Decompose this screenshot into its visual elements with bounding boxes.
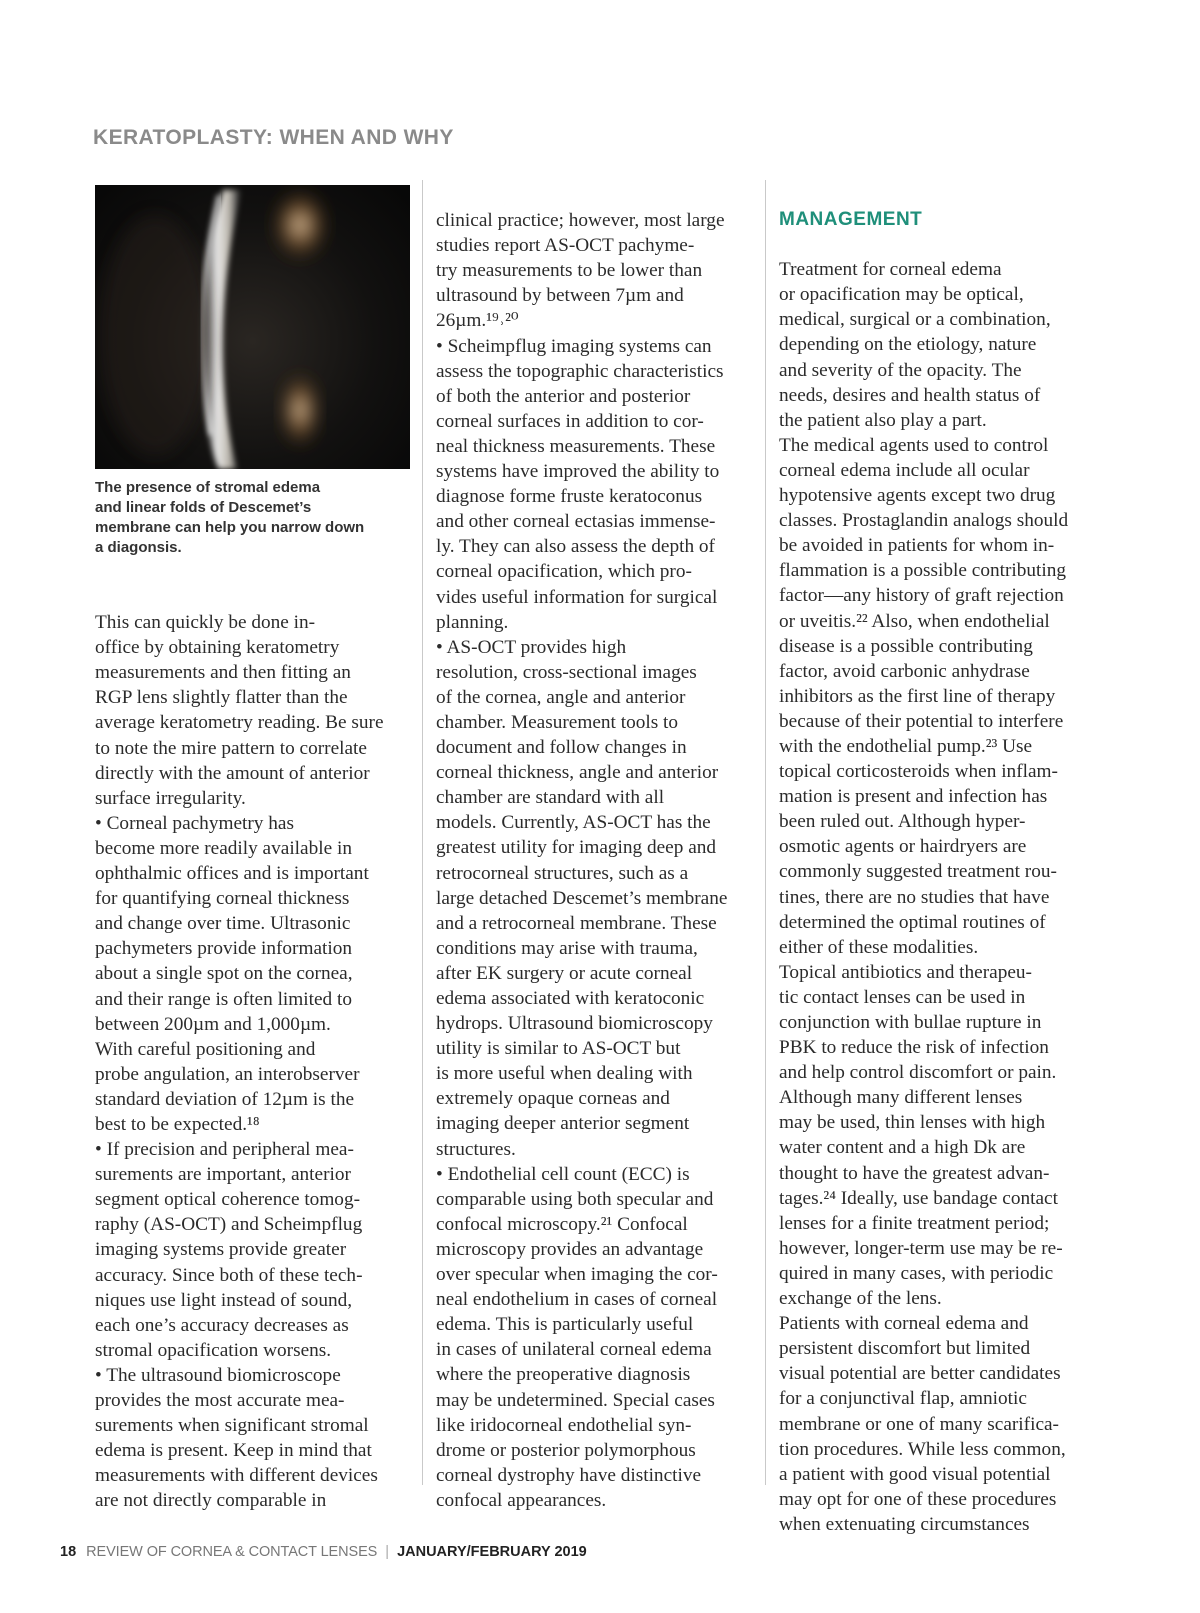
section-title: KERATOPLASTY: WHEN AND WHY [93, 126, 454, 149]
footer-separator: | [385, 1544, 390, 1560]
column-one [95, 585, 420, 1539]
slit-lamp-image [95, 185, 410, 469]
figure-caption: The presence of stromal edema and linear folds of Descemet’s membrane can help you narrow down a diagonsis. [95, 479, 365, 556]
page-number: 18 [60, 1544, 77, 1560]
page-footer [60, 1544, 587, 1560]
column-one-text: This can quickly be done in- office by obtaining keratometry measurements and then fitting an RGP lens slightly flatter than the average keratometry reading. Be sure to note the mire pattern to correlate directly with the amount of anterior surface irregularity. • Corneal pachymetry has become more readily available in ophthalmic offices and is important for quantifying corneal thickness and change over time. Ultrasonic pachymeters provide information about a single spot on the cornea, and their range is often limited to between 200µm and 1,000µm. With careful positioning and probe angulation, an interobserver standard deviation of 12µm is the best to be expected.¹⁸ • If precision and peripheral mea- surements are important, anterior segment optical coherence tomog- raphy (AS-OCT) and Scheimpflug imaging systems provide greater accuracy. Since both of these tech- niques use light instead of sound, each one’s accuracy decreases as stromal opacification worsens. • The ultrasound biomicroscope provides the most accurate mea- surements when significant stromal edema is present. Keep in mind that measurements with different devices are not directly comparable in [95, 612, 384, 1512]
column-three [779, 183, 1109, 1562]
issue-date: JANUARY/FEBRUARY 2019 [397, 1544, 587, 1560]
column-divider-left [422, 180, 423, 1485]
column-three-text: Treatment for corneal edema or opacification may be optical, medical, surgical or a combination, depending on the etiology, nature and severity of the opacity. The needs, desires and health status of the patient also play a part. The medical agents used to control corneal edema include all ocular hypotensive agents except two drug classes. Prostaglandin analogs should be avoided in patients for whom in- flammation is a possible contributing factor—any history of graft rejection or uveitis.²² Also, when endothelial disease is a possible contributing factor, avoid carbonic anhydrase inhibitors as the first line of therapy because of their potential to interfere with the endothelial pump.²³ Use topical corticosteroids when inflam- mation is present and infection has been ruled out. Although hyper- osmotic agents or hairdryers are commonly suggested treatment rou- tines, there are no studies that have determined the optimal routines of either of these modalities. Topical antibiotics and therapeu- tic contact lenses can be used in conjunction with bullae rupture in PBK to reduce the risk of infection and help control discomfort or pain. Although many different lenses may be used, thin lenses with high water content and a high Dk are thought to have the greatest advan- tages.²⁴ Ideally, use bandage contact lenses for a finite treatment period; however, longer-term use may be re- quired in many cases, with periodic exchange of the lens. Patients with corneal edema and persistent discomfort but limited visual potential are better candidates for a conjunctival flap, amniotic membrane or one of many scarifica- tion procedures. While less common, a patient with good visual potential may opt for one of these procedures when extenuating circumstances [779, 259, 1069, 1535]
column-two [436, 183, 766, 1538]
slit-lamp-photo [95, 185, 410, 469]
management-heading: MANAGEMENT [779, 209, 923, 231]
column-two-text: clinical practice; however, most large studies report AS-OCT pachyme- try measurements to be lower than ultrasound by between 7µm and 26µm.¹⁹˒²⁰ • Scheimpflug imaging systems can assess the topographic characteristics of both the anterior and posterior corneal surfaces in addition to cor- neal thickness measurements. These systems have improved the ability to diagnose forme fruste keratoconus and other corneal ectasias immense- ly. They can also assess the depth of corneal opacification, which pro- vides useful information for surgical planning. • AS-OCT provides high resolution, cross-sectional images of the cornea, angle and anterior chamber. Measurement tools to document and follow changes in corneal thickness, angle and anterior chamber are standard with all models. Currently, AS-OCT has the greatest utility for imaging deep and retrocorneal structures, such as a large detached Descemet’s membrane and a retrocorneal membrane. These conditions may arise with trauma, after EK surgery or acute corneal edema associated with keratoconic hydrops. Ultrasound biomicroscopy utility is similar to AS-OCT but is more useful when dealing with extremely opaque corneas and imaging deeper anterior segment structures. • Endothelial cell count (ECC) is comparable using both specular and confocal microscopy.²¹ Confocal microscopy provides an advantage over specular when imaging the cor- neal endothelium in cases of corneal edema. This is particularly useful in cases of unilateral corneal edema where the preoperative diagnosis may be undetermined. Special cases like iridocorneal endothelial syn- drome or posterior polymorphous corneal dystrophy have distinctive confocal appearances. [436, 210, 728, 1511]
publication-name: REVIEW OF CORNEA & CONTACT LENSES [86, 1544, 378, 1560]
